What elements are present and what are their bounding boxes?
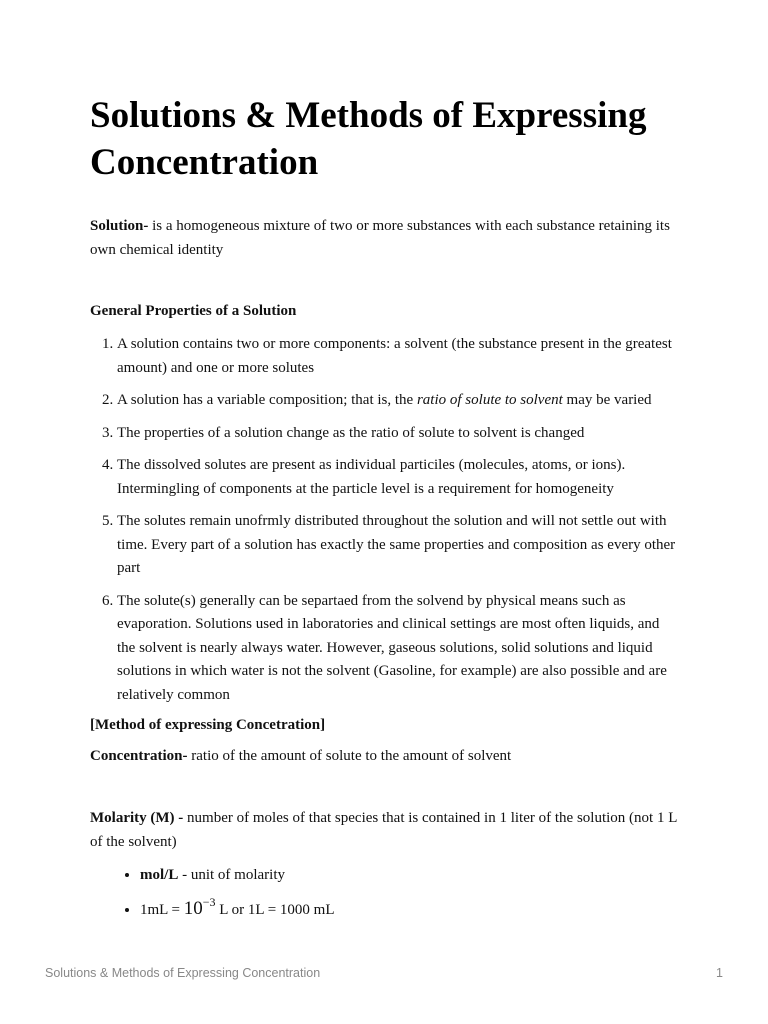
solution-term: Solution- <box>90 218 149 234</box>
molarity-definition <box>90 807 680 854</box>
list-item: 3. The properties of a solution change as the ratio of solute to solvent is changed <box>117 422 680 446</box>
list-item: 6. The solute(s) generally can be separtaed from the solvend by physical means such as evaporation. Solutions used in laboratories and clinical settings are most often liquids, and the solvent is nearly always water. However, gaseous solutions, solid solutions and liquid solutions in which water is not the solvent (Gasoline, for example) are also possible and are relatively common <box>117 590 680 708</box>
list-item: 2. A solution has a variable composition; that is, the ratio of solute to solvent may be varied <box>117 389 680 413</box>
italic-phrase: ratio of solute to solvent <box>416 392 563 408</box>
concentration-text: ratio of the amount of solute to the amount of solvent <box>187 748 512 764</box>
solution-text: is a homogeneous mixture of two or more substances with each substance retaining its own chemical identity <box>90 218 670 258</box>
math-base: 10 <box>183 897 203 919</box>
list-item: • mol/L - unit of molarity <box>140 864 335 888</box>
list-item: 4. The dissolved solutes are present as individual particiles (molecules, atoms, or ions). Intermingling of components at the particle level is a requirement for homogeneity <box>117 454 680 501</box>
molarity-bullets <box>90 864 335 931</box>
unit-term: mol/L <box>140 867 179 883</box>
list-item: • $1mL = 10^{-3}$ L or 1L = 1000 mL <box>140 897 335 923</box>
molarity-term: Molarity (M) - <box>90 810 184 826</box>
properties-heading: General Properties of a Solution <box>90 303 297 319</box>
solution-definition <box>90 215 680 262</box>
page-number: 1 <box>716 966 723 980</box>
page-title: Solutions & Methods of Expressing Concentration <box>90 95 647 183</box>
list-item: 5. The solutes remain unofrmly distributed throughout the solution and will not settle out with time. Every part of a solution has exactly the same properties and composition as every other part <box>117 510 680 581</box>
list-item: 1. A solution contains two or more components: a solvent (the substance present in the greatest amount) and one or more solutes <box>117 333 680 380</box>
concentration-definition <box>90 745 680 769</box>
properties-list <box>90 333 680 716</box>
method-heading: [Method of expressing Concetration] <box>90 717 326 733</box>
math-exponent: −3 <box>202 894 216 909</box>
concentration-term: Concentration- <box>90 748 188 764</box>
molarity-text: number of moles of that species that is contained in 1 liter of the solution (not 1 L of the solvent) <box>90 810 677 850</box>
footer-title: Solutions & Methods of Expressing Concentration <box>45 966 321 980</box>
